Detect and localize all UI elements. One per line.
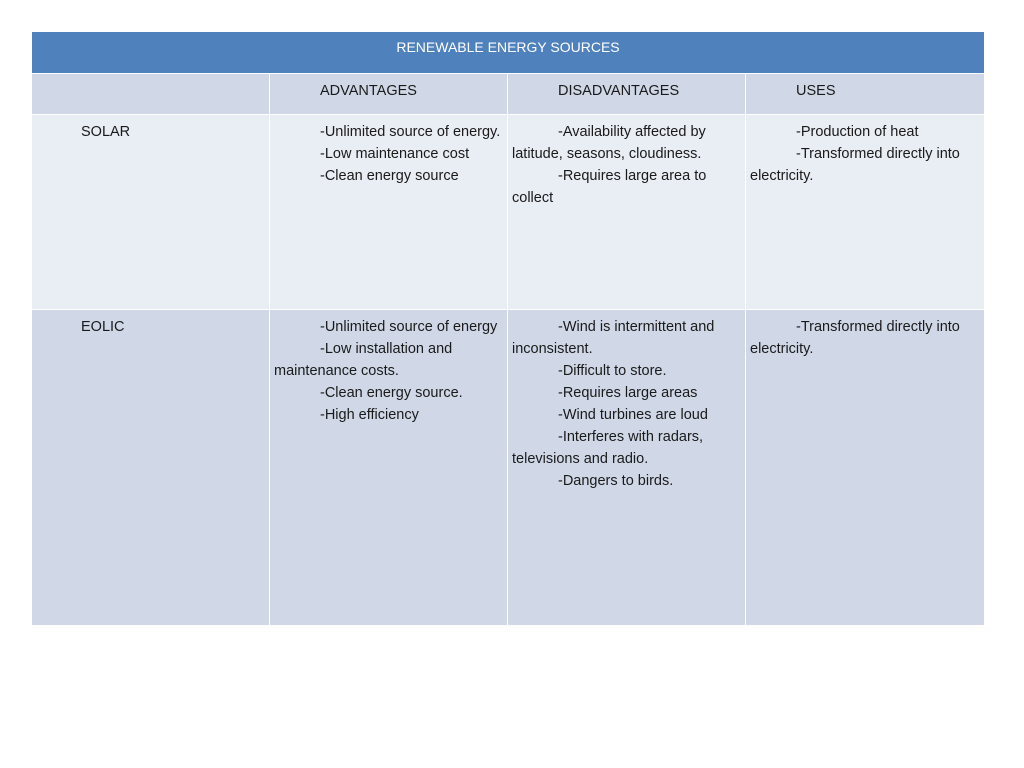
header-cell-uses: USES bbox=[745, 74, 984, 114]
table-title: RENEWABLE ENERGY SOURCES bbox=[32, 32, 984, 73]
list-item: -Low installation and maintenance costs. bbox=[274, 341, 453, 379]
list-item: -Dangers to birds. bbox=[558, 473, 674, 489]
advantages-cell bbox=[269, 310, 507, 625]
disadvantages-cell bbox=[507, 310, 745, 625]
list-item: -Difficult to store. bbox=[558, 363, 667, 379]
table-row bbox=[32, 114, 984, 309]
list-item: -Clean energy source bbox=[320, 168, 459, 184]
list-item: -Low maintenance cost bbox=[320, 146, 470, 162]
list-item: -Wind turbines are loud bbox=[558, 407, 708, 423]
header-cell-disadvantages: DISADVANTAGES bbox=[507, 74, 745, 114]
list-item: -High efficiency bbox=[320, 407, 419, 423]
list-item: -Unlimited source of energy bbox=[320, 319, 498, 335]
source-cell: SOLAR bbox=[81, 124, 131, 140]
advantages-cell bbox=[269, 115, 507, 309]
energy-table bbox=[32, 32, 984, 625]
list-item: -Wind is intermittent and inconsistent. bbox=[512, 319, 715, 357]
list-item: -Production of heat bbox=[796, 124, 919, 140]
list-item: -Transformed directly into electricity. bbox=[750, 319, 960, 357]
table-row bbox=[32, 309, 984, 625]
uses-cell bbox=[745, 115, 984, 309]
list-item: -Availability affected by latitude, seasons, cloudiness. bbox=[512, 124, 706, 162]
list-item: -Interferes with radars, televisions and radio. bbox=[512, 429, 704, 467]
disadvantages-cell bbox=[507, 115, 745, 309]
header-cell-advantages: ADVANTAGES bbox=[269, 74, 507, 114]
list-item: -Requires large areas bbox=[558, 385, 698, 401]
list-item: -Transformed directly into electricity. bbox=[750, 146, 960, 184]
list-item: -Clean energy source. bbox=[320, 385, 463, 401]
list-item: -Requires large area to collect bbox=[512, 168, 707, 206]
uses-cell bbox=[745, 310, 984, 625]
header-cell-source bbox=[32, 74, 269, 114]
list-item: -Unlimited source of energy. bbox=[320, 124, 501, 140]
source-cell: EOLIC bbox=[81, 319, 125, 335]
table-header-row bbox=[32, 73, 984, 114]
